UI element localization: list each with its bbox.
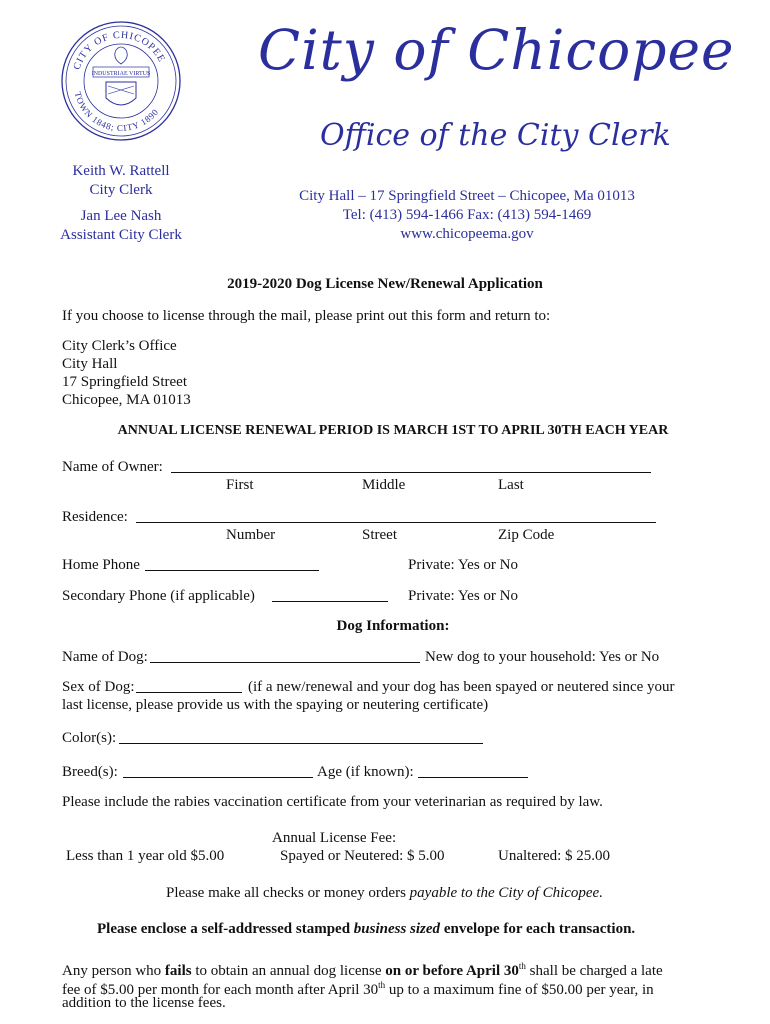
rabies-note: Please include the rabies vaccination certificate from your veterinarian as required by law. (62, 794, 603, 810)
page-subtitle: Office of the City Clerk (320, 118, 671, 153)
city-seal (60, 20, 182, 142)
late-deadline: on or before April 30 (385, 963, 519, 979)
home-phone-label: Home Phone (62, 557, 140, 573)
clerk-name: Keith W. Rattell (72, 163, 170, 179)
checks-note (166, 884, 603, 902)
return-address-line: Chicopee, MA 01013 (62, 392, 191, 408)
checks-text: Please make all checks or money orders (166, 885, 410, 901)
seal-bottom-text: TOWN 1848; CITY 1890 (72, 90, 161, 134)
owner-first-caption: First (226, 477, 254, 493)
color-input[interactable] (119, 731, 483, 744)
phone-line: Tel: (413) 594-1466 Fax: (413) 594-1469 (342, 207, 592, 223)
envelope-size: business sized (353, 921, 441, 937)
age-input[interactable] (418, 765, 528, 778)
dog-name-input[interactable] (150, 650, 420, 663)
late-text: fee of $5.00 per month for each month after April 30 (62, 982, 379, 998)
sex-input[interactable] (136, 680, 242, 693)
assistant-block (36, 207, 206, 245)
envelope-note (97, 920, 635, 938)
return-address-line: City Clerk’s Office (62, 338, 177, 354)
fee-spayed: Spayed or Neutered: $ 5.00 (280, 848, 445, 864)
late-fee-line: addition to the license fees. (62, 995, 226, 1011)
mail-intro: If you choose to license through the mail, please print out this form and return to: (62, 308, 551, 324)
envelope-text: Please enclose a self-addressed stamped (97, 921, 354, 937)
owner-input[interactable] (171, 460, 651, 473)
fee-under-one: Less than 1 year old $5.00 (66, 848, 225, 864)
assistant-name: Jan Lee Nash (80, 208, 162, 224)
return-address-line: 17 Springfield Street (62, 374, 187, 390)
owner-last-caption: Last (498, 477, 524, 493)
breed-label: Breed(s): (62, 764, 118, 780)
late-text: to obtain an annual dog license (191, 963, 386, 979)
svg-text:TOWN 1848; CITY 1890 (73, 91, 161, 133)
owner-middle-caption: Middle (362, 477, 406, 493)
age-label: Age (if known): (317, 764, 414, 780)
return-address-line: City Hall (62, 356, 118, 372)
seal-banner-text: INDUSTRIAE VIRTUS (91, 71, 151, 77)
home-phone-input[interactable] (145, 558, 319, 571)
residence-street-caption: Street (362, 527, 397, 543)
fee-heading: Annual License Fee: (272, 830, 397, 846)
breed-input[interactable] (123, 765, 313, 778)
sex-label: Sex of Dog: (62, 679, 135, 695)
form-title: 2019-2020 Dog License New/Renewal Application (227, 276, 543, 292)
late-superscript: th (378, 980, 386, 990)
clerk-title: City Clerk (89, 182, 153, 198)
dog-info-heading: Dog Information: (336, 618, 450, 634)
color-label: Color(s): (62, 730, 117, 746)
assistant-title: Assistant City Clerk (60, 227, 182, 243)
checks-payee: payable to the City of Chicopee. (409, 885, 603, 901)
fee-unaltered: Unaltered: $ 25.00 (498, 848, 611, 864)
late-superscript: th (518, 961, 526, 971)
secondary-phone-label: Secondary Phone (if applicable) (62, 588, 255, 604)
secondary-phone-input[interactable] (272, 589, 388, 602)
address-line: City Hall – 17 Springfield Street – Chicopee, Ma 01013 (299, 188, 635, 204)
owner-label: Name of Owner: (62, 459, 163, 475)
residence-label: Residence: (62, 509, 128, 525)
sex-note: (if a new/renewal and your dog has been spayed or neutered since your (248, 679, 675, 695)
new-dog-question: New dog to your household: Yes or No (425, 649, 660, 665)
contact-block (262, 187, 672, 244)
residence-number-caption: Number (226, 527, 276, 543)
residence-zip-caption: Zip Code (498, 527, 555, 543)
late-text: up to a maximum fine of $50.00 per year, in (385, 982, 654, 998)
renewal-notice: ANNUAL LICENSE RENEWAL PERIOD IS MARCH 1ST TO APRIL 30TH EACH YEAR (117, 423, 669, 438)
residence-input[interactable] (136, 510, 656, 523)
dog-name-label: Name of Dog: (62, 649, 148, 665)
page-title: City of Chicopee (258, 18, 735, 82)
seal-top-text: CITY OF CHICOPEE (71, 29, 168, 72)
sex-note: last license, please provide us with the spaying or neutering certificate) (62, 697, 489, 713)
secondary-phone-private: Private: Yes or No (408, 588, 519, 604)
late-text: Any person who (62, 963, 165, 979)
clerk-block (36, 162, 206, 200)
envelope-text-end: envelope for each transaction. (440, 921, 636, 937)
late-text: shall be charged a late (525, 963, 663, 979)
late-fails: fails (164, 963, 192, 979)
home-phone-private: Private: Yes or No (408, 557, 519, 573)
website-link[interactable]: www.chicopeema.gov (400, 226, 534, 242)
